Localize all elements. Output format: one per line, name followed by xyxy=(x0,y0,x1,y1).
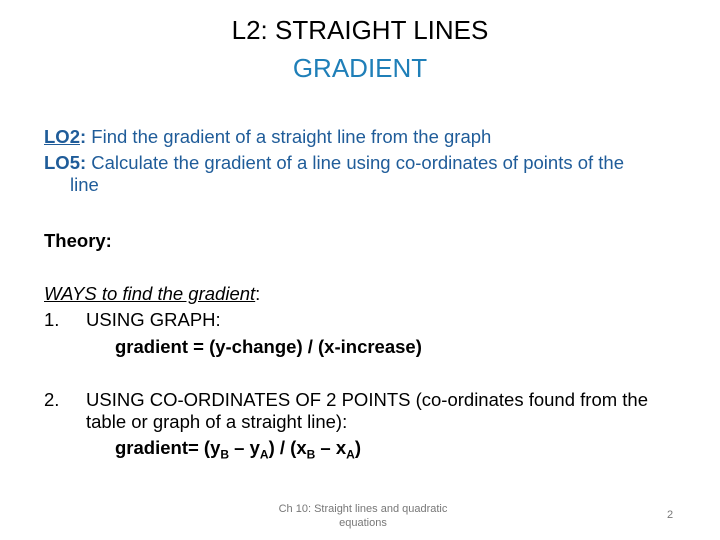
formula-part: ) xyxy=(354,437,361,458)
slide-subtitle: GRADIENT xyxy=(292,53,428,83)
item2-formula xyxy=(115,437,361,466)
lo2-text: Find the gradient of a straight line from the graph xyxy=(86,126,492,147)
slide-title: L2: STRAIGHT LINES xyxy=(231,15,489,45)
formula-part: – x xyxy=(315,437,347,458)
formula-part: – y xyxy=(229,437,260,458)
formula-part: ) / (x xyxy=(268,437,307,458)
item2-text-line2: table or graph of a straight line): xyxy=(86,411,348,432)
formula-subscript: B xyxy=(306,447,316,462)
item1-text: USING GRAPH: xyxy=(86,309,221,330)
item2-number: 2. xyxy=(44,389,60,410)
item1-number: 1. xyxy=(44,309,60,330)
learning-objective-lo5 xyxy=(44,152,694,196)
item1-formula: gradient = (y-change) / (x-increase) xyxy=(115,336,422,357)
formula-subscript: A xyxy=(346,447,355,462)
lo5-text-continued: line xyxy=(70,174,99,195)
formula-subscript: A xyxy=(259,447,269,462)
lo2-label: LO2 xyxy=(44,126,80,147)
ways-label: WAYS to find the gradient xyxy=(44,283,256,304)
lo2-colon: : xyxy=(79,126,87,147)
lo5-label: LO5: xyxy=(44,152,87,173)
lo5-text: Calculate the gradient of a line using co-ordinates of points of the xyxy=(86,152,625,173)
theory-heading: Theory: xyxy=(44,230,112,251)
ways-colon: : xyxy=(255,283,261,304)
formula-subscript: B xyxy=(220,447,230,462)
learning-objective-lo2 xyxy=(44,126,694,148)
page-number: 2 xyxy=(667,509,674,521)
item2-text-line1: USING CO-ORDINATES OF 2 POINTS (co-ordinates found from the xyxy=(86,389,649,410)
formula-part: gradient= (y xyxy=(115,437,221,458)
slide-footer xyxy=(268,502,458,530)
ways-heading xyxy=(44,283,260,305)
footer-line2: equations xyxy=(339,517,387,529)
footer-line1: Ch 10: Straight lines and quadratic xyxy=(278,503,448,515)
